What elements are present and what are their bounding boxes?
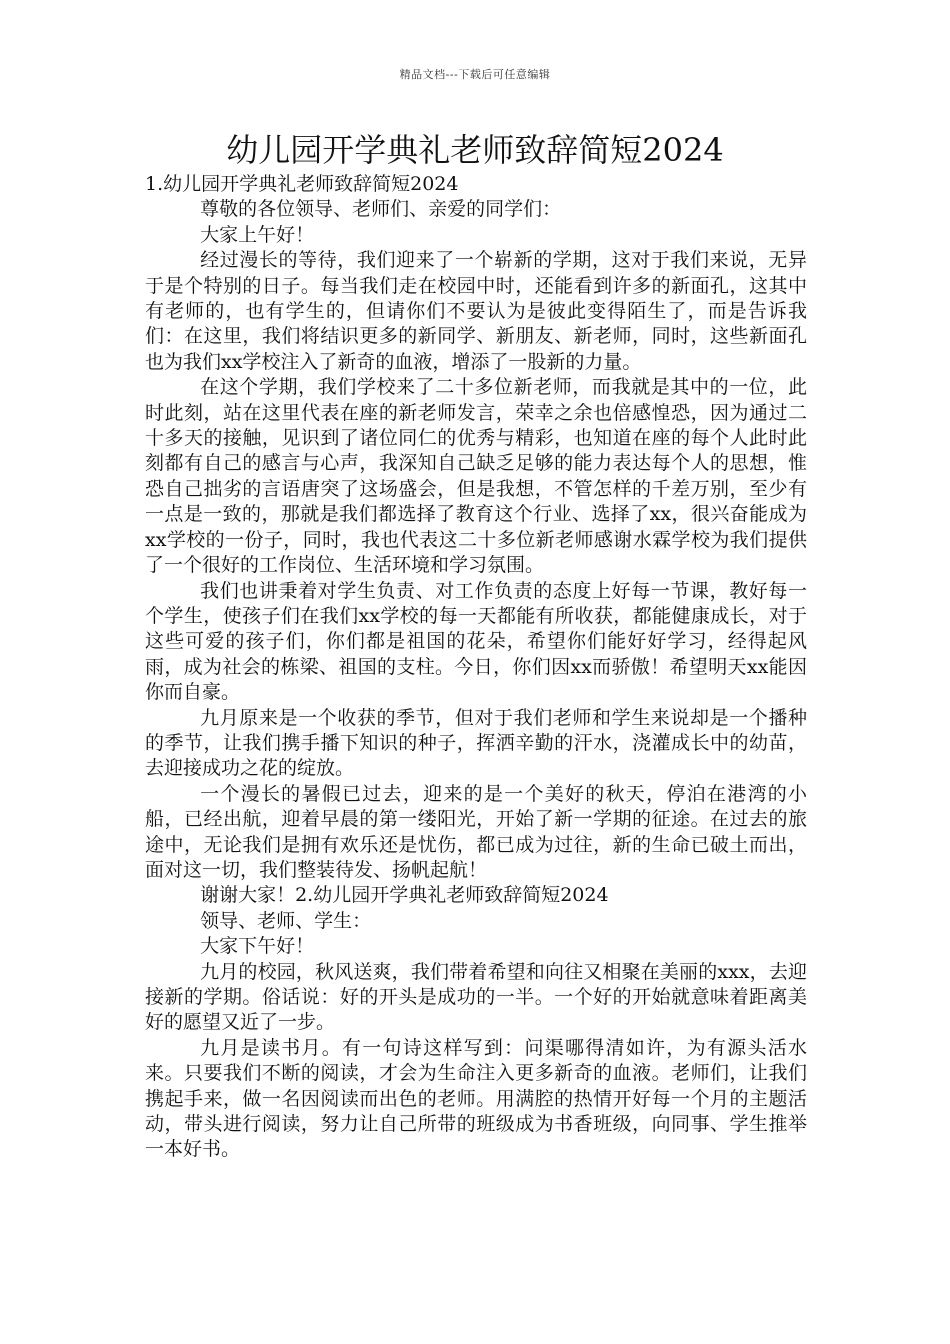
paragraph: 大家下午好！ [200, 935, 315, 958]
header-note: 精品文档---下载后可任意编辑 [399, 68, 551, 81]
paragraph: 九月是读书月。有一句诗这样写到：问渠哪得清如许，为有源头活水来。只要我们不断的阅读，才会为生命注入更多新奇的血液。老师们，让我们携起手来，做一名因阅读而出色的老师。用满腔的热情开好每一个月的主题活动，带头进行阅读，努力让自己所带的班级成为书香班级，向同事、学生推举一本好书。 [145, 1036, 807, 1161]
paragraph: 经过漫长的等待，我们迎来了一个崭新的学期，这对于我们来说，无异于是个特别的日子。每当我们走在校园中时，还能看到许多的新面孔，这其中有老师的，也有学生的，但请你们不要认为是彼此变得陌生了，而是告诉我们：在这里，我们将结识更多的新同学、新朋友、新老师，同时，这些新面孔也为我们xx学校注入了新奇的血液，增添了一股新的力量。 [145, 249, 807, 373]
document-body [145, 172, 807, 1163]
paragraph: 大家上午好！ [200, 223, 315, 246]
paragraph: 九月的校园，秋风送爽，我们带着希望和向往又相聚在美丽的xxx，去迎接新的学期。俗话说：好的开头是成功的一半。一个好的开始就意味着距离美好的愿望又近了一步。 [145, 960, 807, 1034]
paragraph: 在这个学期，我们学校来了二十多位新老师，而我就是其中的一位，此时此刻，站在这里代表在座的新老师发言，荣幸之余也倍感惶恐，因为通过二十多天的接触，见识到了诸位同仁的优秀与精彩，也知道在座的每个人此时此刻都有自己的感言与心声，我深知自己缺乏足够的能力表达每个人的思想，惟恐自己拙劣的言语唐突了这场盛会，但是我想，不管怎样的千差万别，至少有一点是一致的，那就是我们都选择了教育这个行业、选择了xx，很兴奋能成为xx学校的一份子，同时，我也代表这二十多位新老师感谢水霖学校为我们提供了一个很好的工作岗位、生活环境和学习氛围。 [145, 376, 807, 577]
document-title: 幼儿园开学典礼老师致辞简短2024 [226, 131, 724, 169]
paragraph: 我们也讲秉着对学生负责、对工作负责的态度上好每一节课，教好每一个学生，使孩子们在我们xx学校的每一天都能有所收获，都能健康成长，对于这些可爱的孩子们，你们都是祖国的花朵，希望你们能好好学习，经得起风雨，成为社会的栋梁、祖国的支柱。今日，你们因xx而骄傲！希望明天xx能因你而自豪。 [145, 579, 807, 704]
paragraph: 领导、老师、学生： [200, 909, 372, 932]
paragraph: 九月原来是一个收获的季节，但对于我们老师和学生来说却是一个播种的季节，让我们携手播下知识的种子，挥洒辛勤的汗水，浇灌成长中的幼苗，去迎接成功之花的绽放。 [145, 706, 807, 780]
paragraph: 谢谢大家！2.幼儿园开学典礼老师致辞简短2024 [200, 884, 609, 907]
paragraph: 1.幼儿园开学典礼老师致辞简短2024 [145, 173, 459, 195]
paragraph: 一个漫长的暑假已过去，迎来的是一个美好的秋天，停泊在港湾的小船，已经出航，迎着早晨的第一缕阳光，开始了新一学期的征途。在过去的旅途中，无论我们是拥有欢乐还是忧伤，都已成为过往，新的生命已破土而出，面对这一切，我们整装待发、扬帆起航！ [145, 782, 807, 881]
paragraph: 尊敬的各位领导、老师们、亲爱的同学们： [200, 198, 562, 221]
